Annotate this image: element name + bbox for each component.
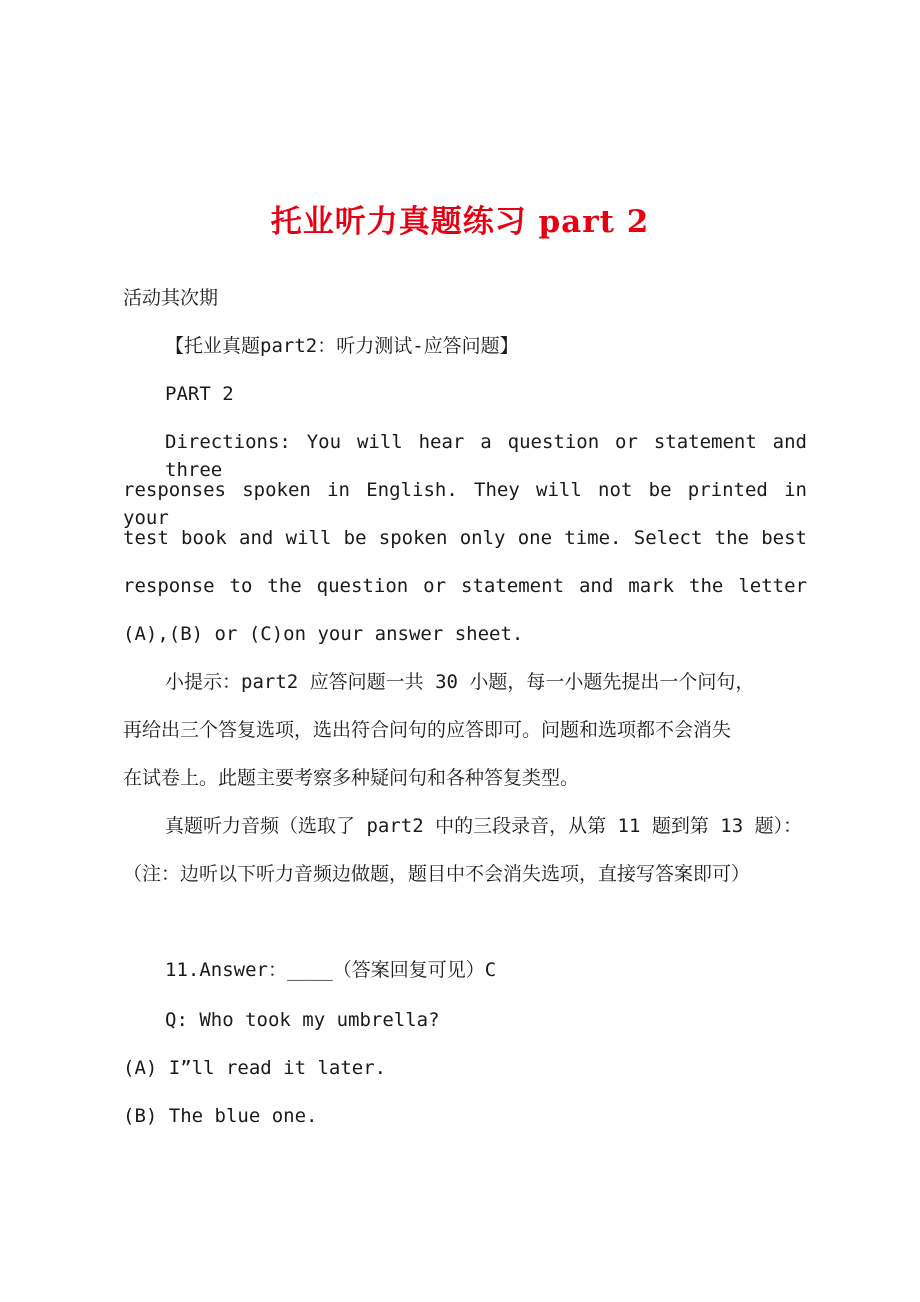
directions-line: (A),(B) or (C)on your answer sheet. (123, 623, 524, 645)
directions-line: Directions: You will hear a question or statement and three (165, 431, 807, 481)
part-label: PART 2 (165, 383, 234, 405)
option-a: (A) I”ll read it later. (123, 1057, 387, 1079)
tip-line: 再给出三个答复选项，选出符合问句的应答即可。问题和选项都不会消失 (123, 719, 732, 741)
subtitle: 活动其次期 (123, 287, 219, 309)
tip-line: 在试卷上。此题主要考察多种疑问句和各种答复类型。 (123, 767, 580, 789)
answer-line: 11.Answer：____（答案回复可见）C (165, 959, 497, 981)
document-title: 托业听力真题练习 part 2 (270, 204, 650, 240)
directions-line: response to the question or statement and mark the letter (123, 575, 807, 597)
directions-line: test book and will be spoken only one time. Select the best (123, 527, 807, 549)
directions-line: responses spoken in English. They will not be printed in your (123, 479, 807, 529)
option-b: (B) The blue one. (123, 1105, 318, 1127)
section-header: 【托业真题part2：听力测试-应答问题】 (165, 335, 519, 357)
audio-intro-line: （注：边听以下听力音频边做题，题目中不会消失选项，直接写答案即可） (123, 863, 751, 885)
audio-intro-line: 真题听力音频（选取了 part2 中的三段录音，从第 11 题到第 13 题）： (165, 815, 803, 837)
tip-line: 小提示：part2 应答问题一共 30 小题，每一小题先提出一个问句， (165, 671, 755, 693)
question-text: Q: Who took my umbrella? (165, 1009, 440, 1031)
